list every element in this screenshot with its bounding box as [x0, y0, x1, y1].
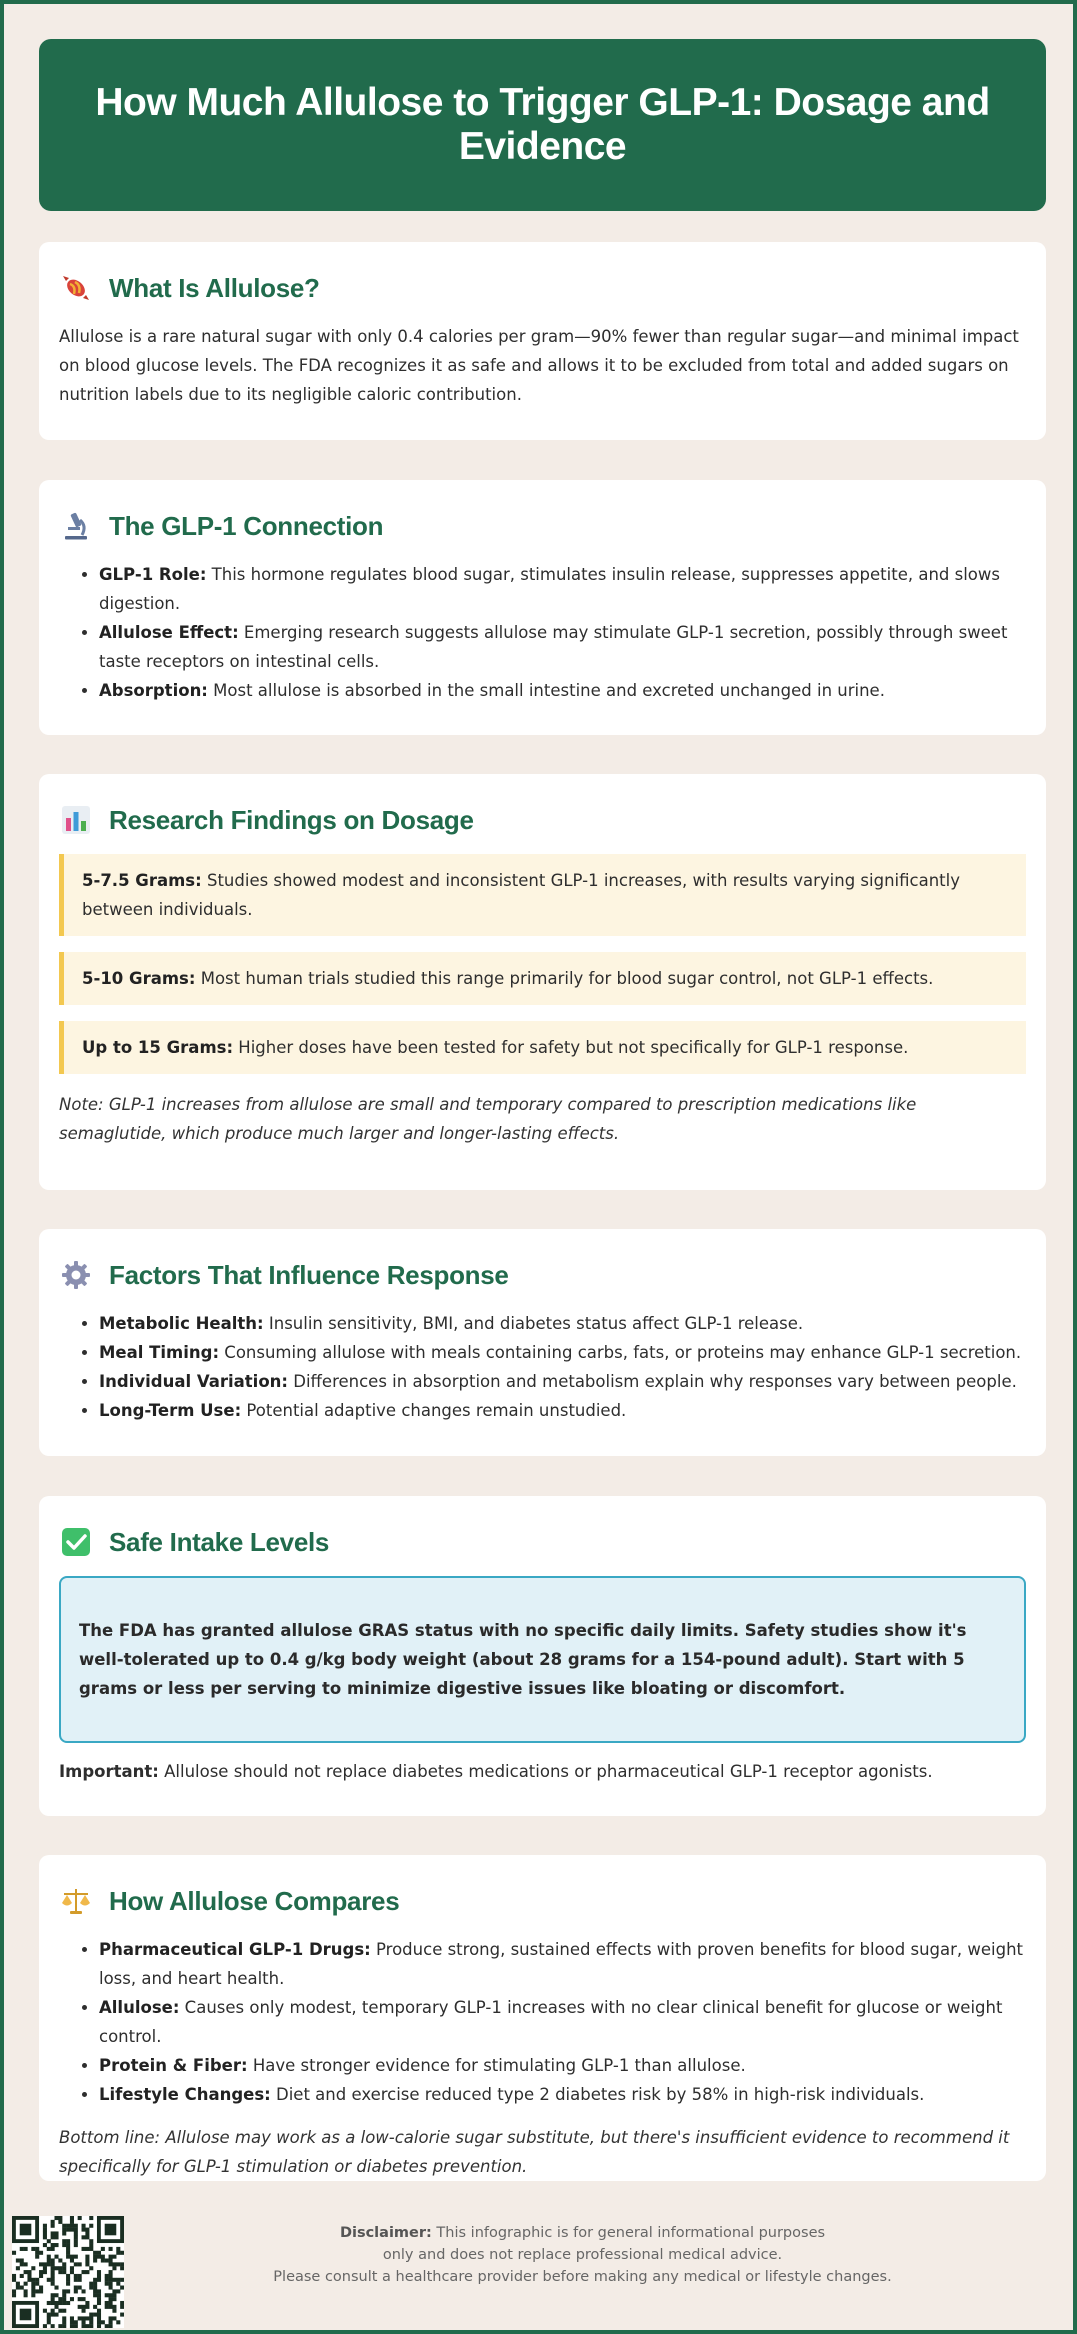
candy-icon [59, 271, 93, 305]
disclaimer-line: Disclaimer: This infographic is for general informational purposes [339, 2225, 826, 2241]
list-item: • GLP-1 Role: This hormone regulates blood sugar, stimulates insulin release, suppresses appetite, and slows digestion. [99, 560, 1026, 618]
card-factors [39, 1229, 1046, 1456]
bar-chart-icon [59, 803, 93, 837]
card-safe-intake [39, 1496, 1046, 1816]
balance-scale-icon [59, 1884, 93, 1918]
research-note: Note: GLP-1 increases from allulose are small and temporary compared to prescription medications like semaglutide, which produce much larger and longer-lasting effects. [59, 1095, 917, 1143]
card-research-findings [39, 774, 1046, 1190]
card-title: Safe Intake Levels [109, 1526, 330, 1557]
list-item: • Pharmaceutical GLP-1 Drugs: Produce strong, sustained effects with proven benefits for blood sugar, weight loss, and heart health. [99, 1935, 1026, 1993]
page-title: How Much Allulose to Trigger GLP-1: Dosage and Evidence [95, 81, 990, 168]
gear-icon [59, 1258, 93, 1292]
list-item: • Absorption: Most allulose is absorbed in the small intestine and excreted unchanged in urine. [99, 676, 1026, 705]
card-glp1-connection [39, 480, 1046, 735]
what-is-text: Allulose is a rare natural sugar with only 0.4 calories per gram—90% fewer than regular sugar—and minimal impact on blood glucose levels. The FDA recognizes it as safe and allows it to be excluded from total and added sugars on nutrition labels due to its negligible caloric contribution. [59, 327, 1019, 404]
list-item: • Long-Term Use: Potential adaptive changes remain unstudied. [99, 1396, 1026, 1425]
card-header [59, 266, 1026, 310]
card-title: Factors That Influence Response [109, 1259, 509, 1290]
finding-item: 5-7.5 Grams: Studies showed modest and inconsistent GLP-1 increases, with results varying significantly between individuals. [59, 854, 1026, 936]
factors-list [59, 1309, 1026, 1425]
card-header [59, 1253, 1026, 1297]
disclaimer-line: only and does not replace professional medical advice. [382, 2247, 783, 2263]
list-item: • Allulose: Causes only modest, temporary GLP-1 increases with no clear clinical benefit for glucose or weight control. [99, 1993, 1026, 2051]
list-item: • Metabolic Health: Insulin sensitivity, BMI, and diabetes status affect GLP-1 release. [99, 1309, 1026, 1338]
list-item: • Allulose Effect: Emerging research suggests allulose may stimulate GLP-1 secretion, possibly through sweet taste receptors on intestinal cells. [99, 618, 1026, 676]
card-title: The GLP-1 Connection [109, 510, 384, 541]
card-header [59, 798, 1026, 842]
bottom-line: Bottom line: Allulose may work as a low-calorie sugar substitute, but there's insufficient evidence to recommend it specifically for GLP-1 stimulation or diabetes prevention. [59, 2128, 1010, 2176]
card-title: How Allulose Compares [109, 1885, 400, 1916]
finding-item: 5-10 Grams: Most human trials studied this range primarily for blood sugar control, not GLP-1 effects. [59, 952, 1026, 1005]
card-header [59, 1520, 1026, 1564]
card-what-is-allulose [39, 242, 1046, 440]
disclaimer-line: Please consult a healthcare provider before making any medical or lifestyle changes. [273, 2269, 892, 2285]
qr-code-icon[interactable] [12, 2216, 124, 2328]
card-comparison [39, 1855, 1046, 2181]
list-item: • Meal Timing: Consuming allulose with meals containing carbs, fats, or proteins may enhance GLP-1 secretion. [99, 1338, 1026, 1367]
comparison-list [59, 1935, 1026, 2109]
header-banner [39, 39, 1046, 211]
important-note: Important: Allulose should not replace diabetes medications or pharmaceutical GLP-1 receptor agonists. [59, 1762, 933, 1781]
card-title: Research Findings on Dosage [109, 804, 474, 835]
disclaimer [144, 2222, 1021, 2288]
list-item: • Lifestyle Changes: Diet and exercise reduced type 2 diabetes risk by 58% in high-risk individuals. [99, 2080, 1026, 2109]
safety-callout: The FDA has granted allulose GRAS status with no specific daily limits. Safety studies show it's well-tolerated up to 0.4 g/kg body weight (about 28 grams for a 154-pound adult). Start with 5 grams or less per serving to minimize digestive issues like bloating or discomfort. [59, 1576, 1026, 1743]
list-item: • Protein & Fiber: Have stronger evidence for stimulating GLP-1 than allulose. [99, 2051, 1026, 2080]
card-header [59, 1879, 1026, 1923]
microscope-icon [59, 509, 93, 543]
check-mark-icon [59, 1525, 93, 1559]
finding-item: Up to 15 Grams: Higher doses have been tested for safety but not specifically for GLP-1 response. [59, 1021, 1026, 1074]
card-header [59, 504, 1026, 548]
list-item: • Individual Variation: Differences in absorption and metabolism explain why responses vary between people. [99, 1367, 1026, 1396]
card-title: What Is Allulose? [109, 272, 320, 303]
glp1-list [59, 560, 1026, 705]
